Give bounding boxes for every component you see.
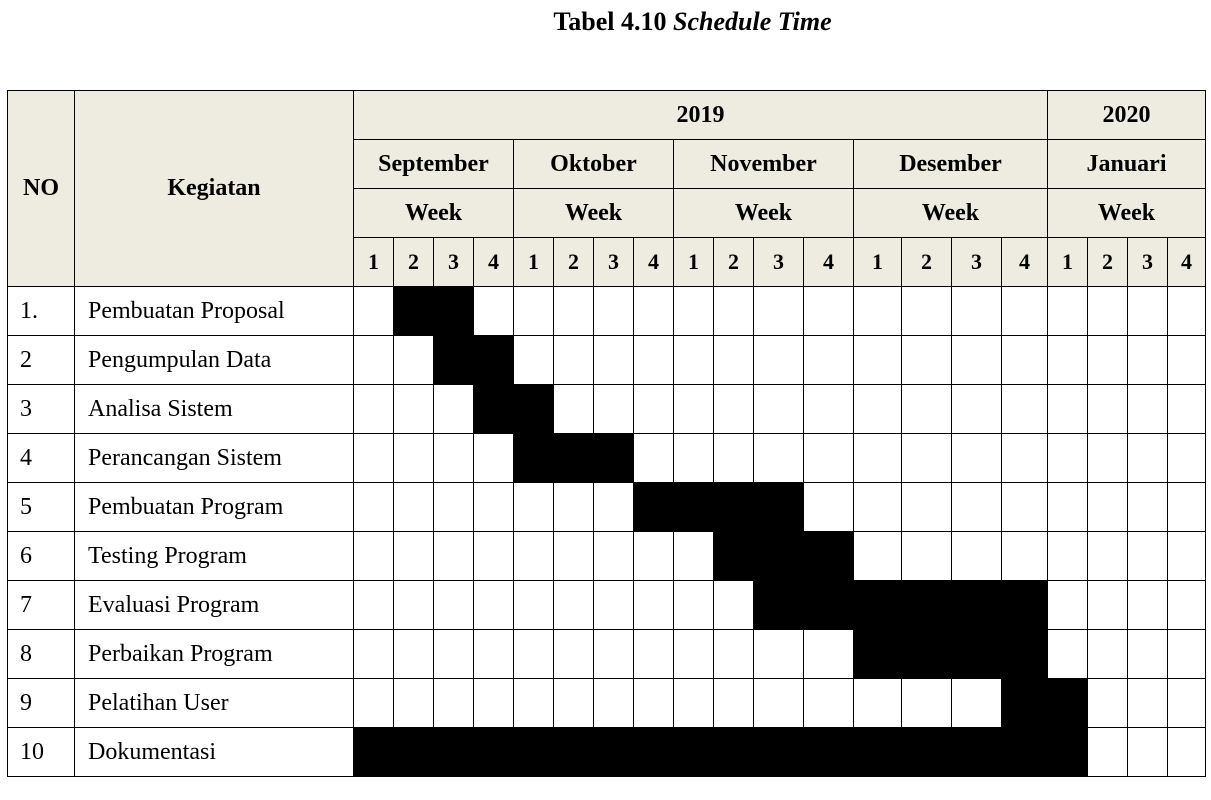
schedule-cell-empty [1088,532,1128,581]
schedule-cell-filled [902,630,952,679]
schedule-cell-empty [714,679,754,728]
schedule-cell-empty [1088,385,1128,434]
schedule-cell-empty [394,630,434,679]
schedule-cell-empty [394,483,434,532]
schedule-cell-empty [1168,679,1206,728]
schedule-cell-filled [594,728,634,777]
schedule-cell-empty [1128,679,1168,728]
schedule-cell-empty [1128,287,1168,336]
schedule-cell-filled [714,483,754,532]
month-header: Desember [854,140,1048,189]
schedule-cell-filled [754,532,804,581]
schedule-cell-empty [714,630,754,679]
week-number: 2 [394,238,434,287]
schedule-cell-empty [474,679,514,728]
schedule-cell-empty [754,679,804,728]
schedule-cell-filled [674,728,714,777]
schedule-cell-empty [474,581,514,630]
table-row [8,532,1206,581]
week-number: 4 [474,238,514,287]
schedule-cell-empty [634,385,674,434]
schedule-cell-empty [354,679,394,728]
schedule-table-body [8,287,1206,777]
schedule-cell-empty [514,630,554,679]
schedule-cell-empty [674,679,714,728]
schedule-cell-empty [1128,434,1168,483]
row-number: 2 [8,336,75,385]
schedule-cell-empty [514,581,554,630]
column-header-kegiatan: Kegiatan [75,91,354,287]
schedule-cell-empty [354,336,394,385]
table-row [8,336,1206,385]
schedule-cell-empty [1168,581,1206,630]
schedule-cell-empty [1002,483,1048,532]
schedule-cell-empty [1128,336,1168,385]
schedule-cell-filled [754,581,804,630]
schedule-cell-empty [1128,728,1168,777]
schedule-cell-filled [804,581,854,630]
schedule-cell-filled [354,728,394,777]
activity-name: Analisa Sistem [75,385,354,434]
schedule-cell-empty [754,630,804,679]
schedule-cell-empty [434,581,474,630]
week-label: Week [1048,189,1206,238]
week-number: 3 [754,238,804,287]
schedule-cell-empty [634,581,674,630]
week-number: 4 [804,238,854,287]
week-label: Week [514,189,674,238]
schedule-cell-empty [854,483,902,532]
week-number: 3 [952,238,1002,287]
schedule-cell-filled [1048,728,1088,777]
schedule-cell-empty [394,581,434,630]
activity-name: Pengumpulan Data [75,336,354,385]
activity-name: Pembuatan Proposal [75,287,354,336]
schedule-cell-empty [1048,483,1088,532]
schedule-cell-empty [554,336,594,385]
schedule-cell-empty [804,336,854,385]
schedule-cell-empty [1002,336,1048,385]
schedule-cell-empty [804,287,854,336]
schedule-cell-filled [474,336,514,385]
schedule-cell-empty [902,336,952,385]
week-number: 1 [854,238,902,287]
schedule-cell-empty [674,630,714,679]
schedule-cell-empty [1048,532,1088,581]
schedule-cell-empty [514,483,554,532]
schedule-cell-empty [714,434,754,483]
schedule-cell-filled [1002,581,1048,630]
schedule-cell-empty [394,385,434,434]
schedule-cell-filled [902,728,952,777]
schedule-cell-empty [1088,728,1128,777]
schedule-cell-empty [854,385,902,434]
schedule-cell-empty [1048,630,1088,679]
schedule-cell-empty [1088,581,1128,630]
schedule-cell-empty [354,483,394,532]
schedule-cell-empty [594,630,634,679]
schedule-cell-filled [952,581,1002,630]
schedule-cell-empty [594,532,634,581]
schedule-cell-empty [714,385,754,434]
schedule-cell-empty [474,483,514,532]
schedule-cell-empty [1128,630,1168,679]
schedule-cell-empty [1002,385,1048,434]
schedule-cell-filled [594,434,634,483]
schedule-cell-empty [594,336,634,385]
schedule-cell-filled [714,532,754,581]
schedule-cell-empty [354,385,394,434]
year-header: 2020 [1048,91,1206,140]
schedule-cell-empty [474,434,514,483]
schedule-cell-empty [554,532,594,581]
table-row [8,434,1206,483]
schedule-cell-empty [674,336,714,385]
schedule-cell-filled [1048,679,1088,728]
column-header-no: NO [8,91,75,287]
schedule-cell-empty [1168,385,1206,434]
schedule-cell-empty [354,532,394,581]
schedule-table [7,90,1206,777]
schedule-cell-empty [1168,728,1206,777]
week-number: 3 [594,238,634,287]
schedule-cell-empty [902,483,952,532]
header-row-years [8,91,1206,140]
schedule-cell-empty [1088,483,1128,532]
schedule-cell-empty [1128,532,1168,581]
schedule-cell-empty [434,630,474,679]
schedule-cell-empty [1002,532,1048,581]
activity-name: Perbaikan Program [75,630,354,679]
schedule-cell-filled [394,728,434,777]
schedule-cell-empty [474,287,514,336]
schedule-cell-filled [952,728,1002,777]
schedule-cell-empty [902,385,952,434]
schedule-cell-empty [554,483,594,532]
schedule-cell-empty [854,287,902,336]
row-number: 5 [8,483,75,532]
schedule-cell-empty [634,630,674,679]
schedule-cell-empty [1088,679,1128,728]
schedule-cell-empty [1002,434,1048,483]
row-number: 4 [8,434,75,483]
schedule-cell-empty [1168,483,1206,532]
schedule-cell-empty [434,532,474,581]
week-number: 1 [514,238,554,287]
schedule-cell-empty [1128,385,1168,434]
schedule-cell-empty [902,532,952,581]
schedule-cell-empty [1088,336,1128,385]
schedule-cell-empty [594,679,634,728]
week-number: 4 [634,238,674,287]
schedule-cell-filled [902,581,952,630]
month-header: Oktober [514,140,674,189]
schedule-cell-empty [902,434,952,483]
schedule-cell-filled [634,483,674,532]
week-label: Week [854,189,1048,238]
schedule-cell-empty [434,483,474,532]
schedule-cell-empty [1168,434,1206,483]
activity-name: Pelatihan User [75,679,354,728]
table-row [8,483,1206,532]
schedule-cell-empty [854,532,902,581]
row-number: 10 [8,728,75,777]
schedule-cell-empty [952,385,1002,434]
row-number: 7 [8,581,75,630]
schedule-cell-filled [854,581,902,630]
schedule-cell-filled [434,287,474,336]
activity-name: Evaluasi Program [75,581,354,630]
schedule-cell-filled [554,728,594,777]
schedule-cell-filled [514,728,554,777]
schedule-cell-empty [1002,287,1048,336]
table-row [8,728,1206,777]
schedule-cell-empty [854,679,902,728]
schedule-cell-empty [394,336,434,385]
schedule-cell-empty [952,483,1002,532]
schedule-cell-empty [554,630,594,679]
schedule-cell-filled [1002,679,1048,728]
schedule-cell-empty [354,287,394,336]
week-number: 3 [434,238,474,287]
schedule-cell-filled [714,728,754,777]
schedule-cell-empty [714,287,754,336]
schedule-cell-empty [634,336,674,385]
row-number: 1. [8,287,75,336]
schedule-cell-empty [1168,532,1206,581]
week-number: 1 [674,238,714,287]
schedule-cell-empty [474,630,514,679]
schedule-cell-filled [804,728,854,777]
schedule-cell-empty [952,336,1002,385]
week-label: Week [354,189,514,238]
schedule-cell-filled [754,728,804,777]
schedule-cell-empty [952,434,1002,483]
caption-number: Tabel 4.10 [553,7,667,36]
schedule-table-header [8,91,1206,287]
week-number: 2 [1088,238,1128,287]
schedule-cell-empty [1168,630,1206,679]
schedule-cell-empty [594,287,634,336]
schedule-cell-empty [714,336,754,385]
schedule-cell-empty [674,385,714,434]
schedule-cell-empty [754,434,804,483]
schedule-cell-empty [804,385,854,434]
activity-name: Perancangan Sistem [75,434,354,483]
schedule-cell-empty [514,336,554,385]
schedule-cell-filled [1002,630,1048,679]
schedule-cell-empty [854,434,902,483]
schedule-cell-empty [354,630,394,679]
schedule-cell-empty [754,287,804,336]
schedule-cell-empty [554,581,594,630]
schedule-cell-filled [854,728,902,777]
schedule-cell-empty [674,581,714,630]
schedule-cell-empty [754,336,804,385]
row-number: 3 [8,385,75,434]
caption-italic: Schedule Time [673,7,832,36]
schedule-cell-empty [554,287,594,336]
schedule-cell-empty [952,679,1002,728]
week-number: 2 [554,238,594,287]
schedule-cell-empty [594,483,634,532]
schedule-cell-empty [634,679,674,728]
schedule-cell-empty [1048,581,1088,630]
week-label: Week [674,189,854,238]
schedule-cell-empty [1088,434,1128,483]
month-header: November [674,140,854,189]
schedule-cell-empty [902,679,952,728]
row-number: 8 [8,630,75,679]
month-header: September [354,140,514,189]
year-header: 2019 [354,91,1048,140]
schedule-cell-empty [902,287,952,336]
schedule-cell-empty [674,287,714,336]
schedule-cell-empty [1048,385,1088,434]
schedule-cell-empty [754,385,804,434]
schedule-cell-empty [952,287,1002,336]
schedule-cell-empty [714,581,754,630]
schedule-cell-empty [1048,287,1088,336]
schedule-cell-empty [434,385,474,434]
schedule-cell-filled [554,434,594,483]
week-number: 4 [1002,238,1048,287]
row-number: 9 [8,679,75,728]
schedule-cell-empty [354,581,394,630]
schedule-cell-filled [514,434,554,483]
activity-name: Dokumentasi [75,728,354,777]
schedule-cell-empty [514,532,554,581]
schedule-cell-empty [394,532,434,581]
schedule-cell-filled [754,483,804,532]
schedule-cell-empty [1128,483,1168,532]
schedule-cell-empty [804,630,854,679]
activity-name: Pembuatan Program [75,483,354,532]
schedule-cell-empty [434,679,474,728]
schedule-cell-empty [434,434,474,483]
schedule-cell-filled [434,336,474,385]
schedule-cell-filled [854,630,902,679]
week-number: 4 [1168,238,1206,287]
schedule-cell-filled [394,287,434,336]
week-number: 1 [1048,238,1088,287]
schedule-cell-empty [634,287,674,336]
schedule-cell-empty [394,434,434,483]
schedule-cell-empty [674,532,714,581]
schedule-cell-empty [554,679,594,728]
schedule-cell-empty [952,532,1002,581]
week-number: 1 [354,238,394,287]
schedule-cell-empty [674,434,714,483]
schedule-cell-empty [1088,630,1128,679]
schedule-cell-empty [634,532,674,581]
schedule-cell-filled [952,630,1002,679]
activity-name: Testing Program [75,532,354,581]
schedule-cell-filled [1002,728,1048,777]
schedule-cell-empty [394,679,434,728]
schedule-cell-empty [634,434,674,483]
table-row [8,679,1206,728]
schedule-cell-empty [1048,336,1088,385]
schedule-cell-filled [434,728,474,777]
schedule-cell-empty [1168,336,1206,385]
schedule-cell-empty [514,287,554,336]
schedule-cell-filled [674,483,714,532]
schedule-cell-filled [474,385,514,434]
table-row [8,287,1206,336]
schedule-cell-empty [1128,581,1168,630]
schedule-cell-empty [1168,287,1206,336]
schedule-cell-empty [1088,287,1128,336]
schedule-cell-empty [854,336,902,385]
table-caption [0,4,1211,40]
week-number: 2 [714,238,754,287]
schedule-cell-empty [804,434,854,483]
month-header: Januari [1048,140,1206,189]
table-row [8,630,1206,679]
schedule-cell-empty [594,581,634,630]
schedule-cell-filled [634,728,674,777]
schedule-cell-empty [1048,434,1088,483]
schedule-cell-empty [354,434,394,483]
week-number: 2 [902,238,952,287]
row-number: 6 [8,532,75,581]
week-number: 3 [1128,238,1168,287]
table-row [8,385,1206,434]
schedule-cell-empty [474,532,514,581]
schedule-cell-filled [474,728,514,777]
schedule-cell-empty [554,385,594,434]
schedule-cell-empty [804,483,854,532]
schedule-cell-empty [804,679,854,728]
table-row [8,581,1206,630]
schedule-cell-filled [514,385,554,434]
schedule-cell-filled [804,532,854,581]
schedule-cell-empty [594,385,634,434]
schedule-cell-empty [514,679,554,728]
